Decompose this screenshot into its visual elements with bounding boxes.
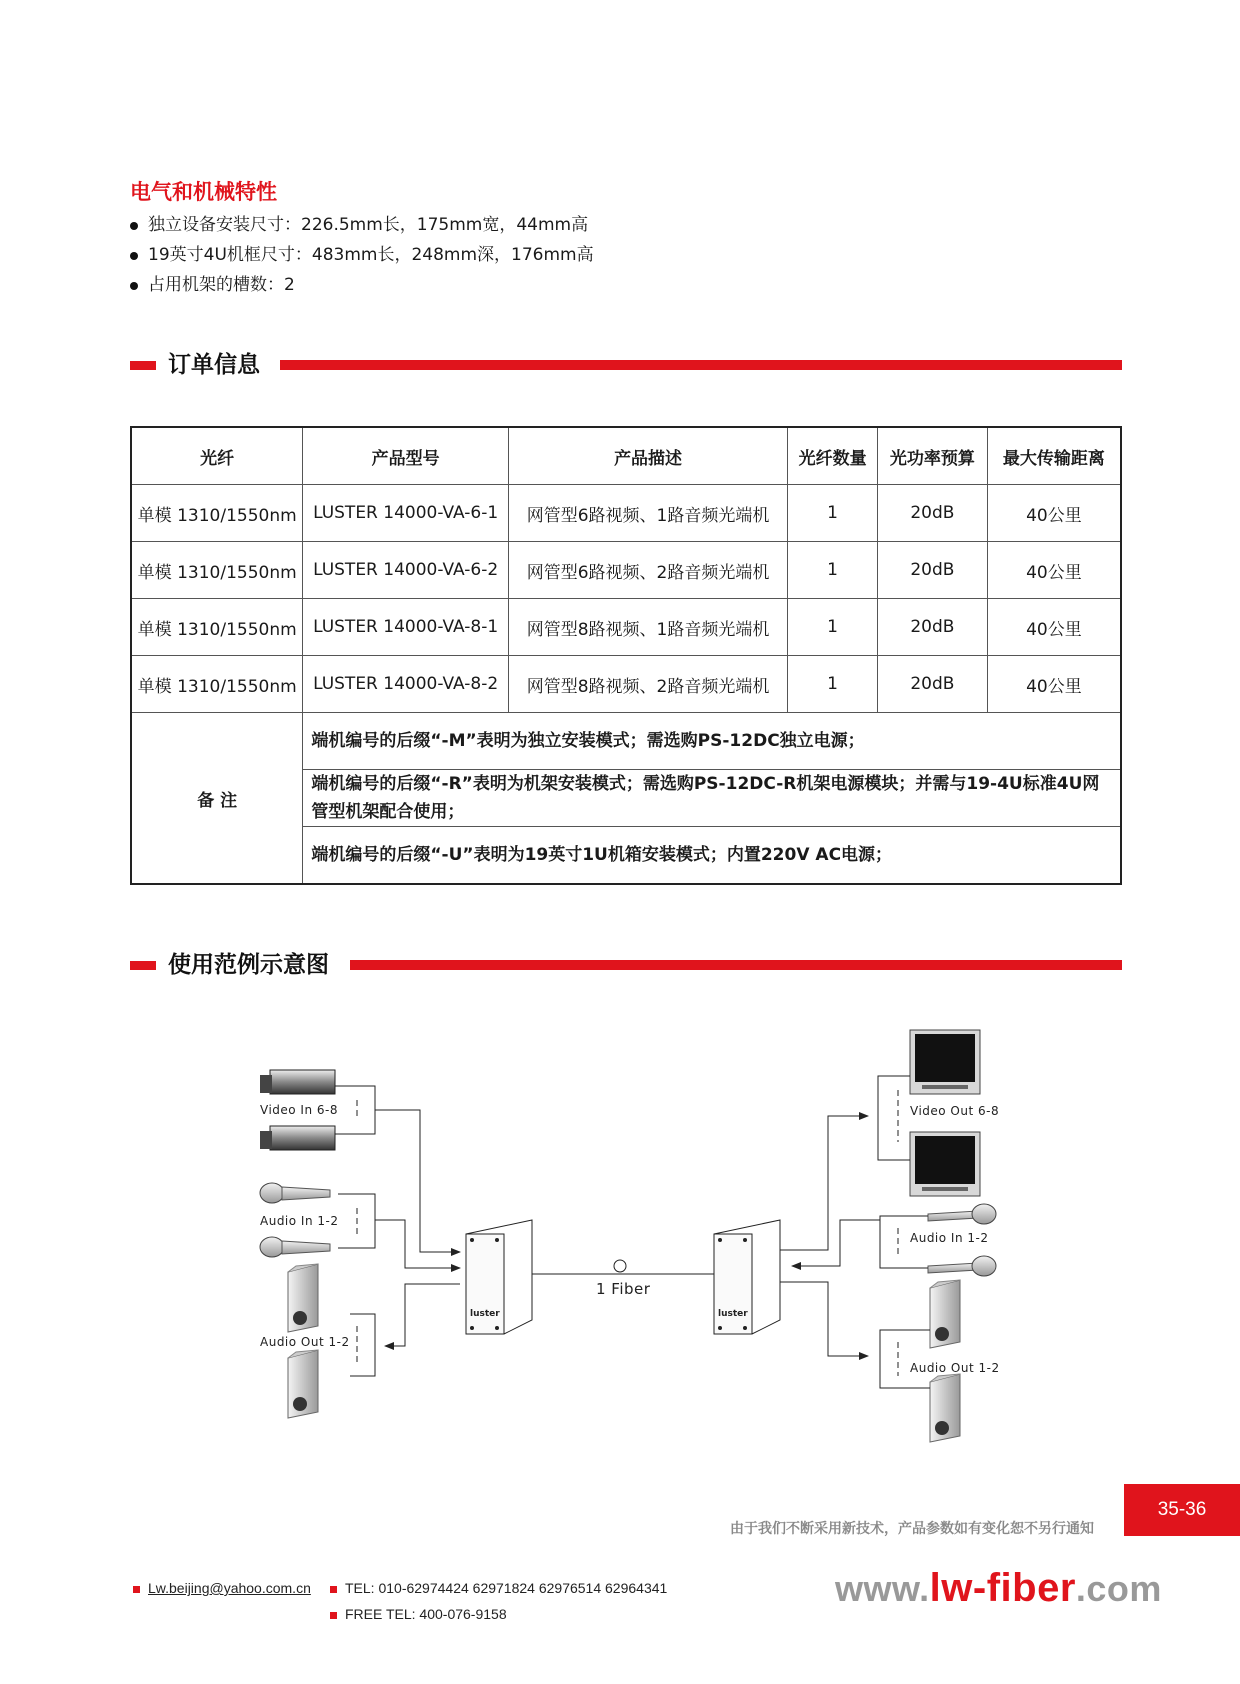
column-header: 光功率预算 bbox=[877, 427, 987, 485]
table-row bbox=[131, 485, 1121, 542]
device-brand-label: luster bbox=[718, 1309, 748, 1319]
usage-diagram bbox=[0, 1020, 1240, 1450]
tel-text: TEL: 010-62974424 62971824 62976514 62964341 bbox=[345, 1580, 668, 1596]
microphone-icon bbox=[260, 1183, 330, 1203]
square-bullet-icon bbox=[330, 1586, 337, 1593]
order-section-title: 订单信息 bbox=[168, 348, 270, 382]
camera-icon bbox=[260, 1070, 335, 1094]
speaker-icon bbox=[930, 1280, 960, 1348]
microphone-icon bbox=[928, 1256, 996, 1276]
usage-section-title: 使用范例示意图 bbox=[168, 948, 339, 982]
monitor-icon bbox=[910, 1030, 980, 1094]
website-link[interactable]: www.lw-fiber.com bbox=[835, 1566, 1162, 1610]
table-row bbox=[131, 713, 1121, 770]
electrical-title: 电气和机械特性 bbox=[130, 180, 277, 204]
table-cell: 1 bbox=[788, 656, 878, 713]
audio-out-right-label: Audio Out 1-2 bbox=[910, 1361, 1000, 1375]
table-cell: 单模 1310/1550nm bbox=[131, 656, 303, 713]
remark-note: 端机编号的后缀“-M”表明为独立安装模式；需选购PS-12DC独立电源； bbox=[303, 713, 1121, 770]
speaker-icon bbox=[288, 1350, 318, 1418]
table-cell: 20dB bbox=[877, 599, 987, 656]
column-header: 光纤 bbox=[131, 427, 303, 485]
table-cell: 20dB bbox=[877, 542, 987, 599]
table-cell: 40公里 bbox=[987, 599, 1121, 656]
table-cell: 1 bbox=[788, 599, 878, 656]
list-item: 占用机架的槽数：2 bbox=[130, 270, 594, 300]
order-table bbox=[130, 426, 1122, 885]
audio-in-right-label: Audio In 1-2 bbox=[910, 1231, 989, 1245]
column-header: 产品描述 bbox=[508, 427, 787, 485]
bullet-icon bbox=[130, 252, 138, 260]
device-brand-label: luster bbox=[470, 1309, 500, 1319]
table-cell: 20dB bbox=[877, 485, 987, 542]
fiber-connector-icon bbox=[614, 1260, 626, 1272]
column-header: 光纤数量 bbox=[788, 427, 878, 485]
video-out-label: Video Out 6-8 bbox=[910, 1104, 1000, 1118]
remark-note: 端机编号的后缀“-R”表明为机架安装模式；需选购PS-12DC-R机架电源模块；并需与19-4U标准4U网管型机架配合使用； bbox=[303, 770, 1121, 827]
microphone-icon bbox=[928, 1204, 996, 1224]
optical-transmitter-device bbox=[466, 1220, 532, 1334]
table-cell: 单模 1310/1550nm bbox=[131, 485, 303, 542]
list-item: 独立设备安装尺寸：226.5mm长，175mm宽，44mm高 bbox=[130, 210, 594, 240]
table-row bbox=[131, 542, 1121, 599]
speaker-icon bbox=[288, 1264, 318, 1332]
table-row bbox=[131, 599, 1121, 656]
table-cell: LUSTER 14000-VA-6-1 bbox=[303, 485, 509, 542]
footer-tel-item bbox=[330, 1580, 667, 1596]
electrical-list bbox=[130, 210, 594, 300]
table-cell: 网管型6路视频、2路音频光端机 bbox=[508, 542, 787, 599]
bullet-icon bbox=[130, 222, 138, 230]
column-header: 产品型号 bbox=[303, 427, 509, 485]
table-cell: 20dB bbox=[877, 656, 987, 713]
video-in-label: Video In 6-8 bbox=[260, 1103, 338, 1117]
speaker-icon bbox=[930, 1374, 960, 1442]
table-cell: 网管型8路视频、1路音频光端机 bbox=[508, 599, 787, 656]
section-rule bbox=[280, 360, 1122, 370]
square-bullet-icon bbox=[133, 1586, 140, 1593]
footer-free-tel-item bbox=[330, 1606, 507, 1622]
usage-section-header bbox=[130, 948, 1122, 982]
table-cell: 40公里 bbox=[987, 542, 1121, 599]
table-cell: 1 bbox=[788, 485, 878, 542]
monitor-icon bbox=[910, 1132, 980, 1196]
section-rule bbox=[350, 960, 1122, 970]
remark-label: 备 注 bbox=[131, 713, 303, 885]
square-bullet-icon bbox=[330, 1612, 337, 1619]
table-cell: 网管型6路视频、1路音频光端机 bbox=[508, 485, 787, 542]
table-cell: LUSTER 14000-VA-8-2 bbox=[303, 656, 509, 713]
optical-receiver-device bbox=[714, 1220, 780, 1334]
table-cell: LUSTER 14000-VA-8-1 bbox=[303, 599, 509, 656]
audio-in-label: Audio In 1-2 bbox=[260, 1214, 339, 1228]
table-header-row bbox=[131, 427, 1121, 485]
table-cell: 40公里 bbox=[987, 485, 1121, 542]
audio-out-label: Audio Out 1-2 bbox=[260, 1335, 350, 1349]
table-row bbox=[131, 656, 1121, 713]
bullet-icon bbox=[130, 282, 138, 290]
section-marker bbox=[130, 961, 156, 970]
section-marker bbox=[130, 361, 156, 370]
table-cell: 网管型8路视频、2路音频光端机 bbox=[508, 656, 787, 713]
table-cell: 40公里 bbox=[987, 656, 1121, 713]
microphone-icon bbox=[260, 1237, 330, 1257]
camera-icon bbox=[260, 1126, 335, 1150]
table-cell: 单模 1310/1550nm bbox=[131, 599, 303, 656]
list-item: 19英寸4U机框尺寸：483mm长，248mm深，176mm高 bbox=[130, 240, 594, 270]
footer-email-item bbox=[133, 1580, 311, 1596]
page-number-badge: 35-36 bbox=[1124, 1484, 1240, 1536]
fiber-label: 1 Fiber bbox=[596, 1280, 651, 1298]
table-cell: 1 bbox=[788, 542, 878, 599]
free-tel-text: FREE TEL: 400-076-9158 bbox=[345, 1606, 507, 1622]
column-header: 最大传输距离 bbox=[987, 427, 1121, 485]
order-section-header bbox=[130, 348, 1122, 382]
email-link[interactable]: Lw.beijing@yahoo.com.cn bbox=[148, 1580, 311, 1596]
table-cell: 单模 1310/1550nm bbox=[131, 542, 303, 599]
remark-note: 端机编号的后缀“-U”表明为19英寸1U机箱安装模式；内置220V AC电源； bbox=[303, 827, 1121, 885]
table-cell: LUSTER 14000-VA-6-2 bbox=[303, 542, 509, 599]
footer-notice: 由于我们不断采用新技术，产品参数如有变化恕不另行通知 bbox=[730, 1521, 1094, 1537]
